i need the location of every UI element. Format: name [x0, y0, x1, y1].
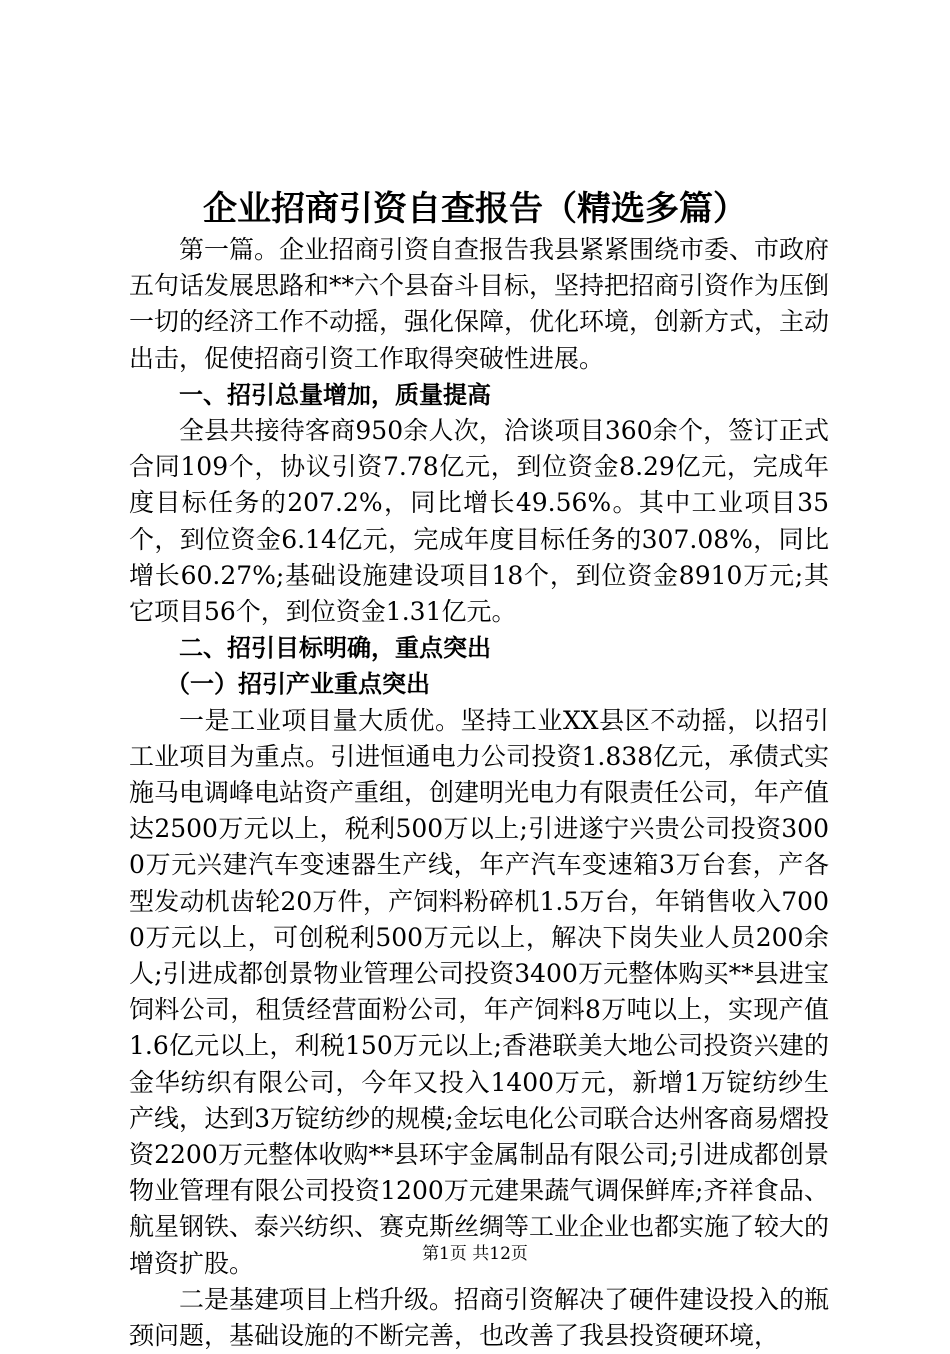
section-1-paragraph: 全县共接待客商950余人次，洽谈项目360余个，签订正式合同109个，协议引资7.78亿元，到位资金8.29亿元，完成年度目标任务的207.2%，同比增长49.56%。其中工业项目35个，到位资金6.14亿元，完成年度目标任务的307.08%，同比增长60.27%;基础设施建设项目18个，到位资金8910万元;其它项目56个，到位资金1.31亿元。 — [129, 416, 829, 627]
document-title: 企业招商引资自查报告（精选多篇） — [203, 189, 747, 229]
section-heading-1: 一、招引总量增加，质量提高 — [179, 380, 491, 409]
industrial-projects-paragraph: 一是工业项目量大质优。坚持工业XX县区不动摇，以招引工业项目为重点。引进恒通电力公司投资1.838亿元，承债式实施马电调峰电站资产重组，创建明光电力有限责任公司，年产值达2500万元以上，税利500万以上;引进遂宁兴贵公司投资3000万元兴建汽车变速器生产线，年产汽车变速箱3万台套，产各型发动机齿轮20万件，产饲料粉碎机1.5万台，年销售收入7000万元以上，可创税利500万元以上，解决下岗失业人员200余人;引进成都创景物业管理公司投资3400万元整体购买**县进宝饲料公司，租赁经营面粉公司，年产饲料8万吨以上，实现产值1.6亿元以上，利税150万元以上;香港联美大地公司投资兴建的金华纺织有限公司，今年又投入1400万元，新增1万锭纺纱生产线，达到3万锭纺纱的规模;金坛电化公司联合达州客商易熠投资2200万元整体收购**县环宇金属制品有限公司;引进成都创景物业管理有限公司投资1200万元建果蔬气调保鲜库;齐祥食品、航星钢铁、泰兴纺织、赛克斯丝绸等工业企业也都实施了较大的增资扩股。 — [129, 705, 830, 1278]
intro-paragraph: 第一篇。企业招商引资自查报告我县紧紧围绕市委、市政府五句话发展思路和**六个县奋斗目标，坚持把招商引资作为压倒一切的经济工作不动摇，强化保障，优化环境，创新方式，主动出击，促使招商引资工作取得突破性进展。 — [129, 235, 830, 373]
infrastructure-projects-paragraph: 二是基建项目上档升级。招商引资解决了硬件建设投入的瓶颈问题，基础设施的不断完善，也改善了我县投资硬环境， — [129, 1284, 830, 1351]
section-heading-2: 二、招引目标明确，重点突出 — [179, 634, 491, 663]
subsection-heading-1: （一）招引产业重点突出 — [166, 670, 430, 699]
page-number-footer: 第1页 共12页 — [422, 1244, 528, 1264]
document-body — [129, 232, 829, 1354]
